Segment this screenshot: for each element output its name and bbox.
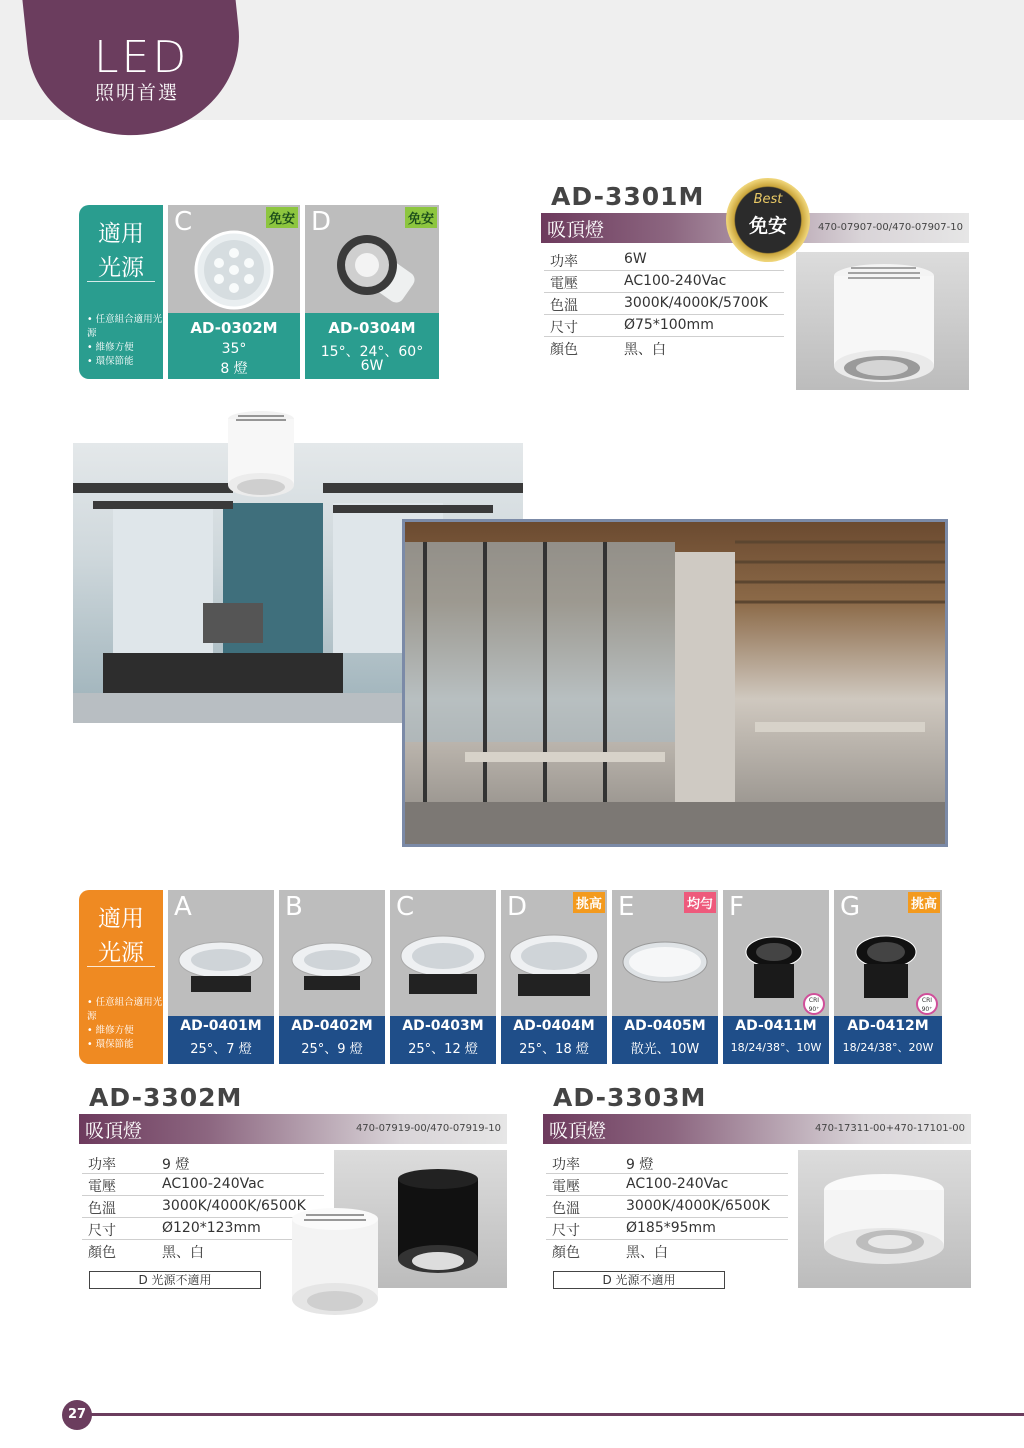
product-code: 470-07907-00/470-07907-10: [817, 222, 963, 233]
spec-value: Ø185*95mm: [626, 1220, 716, 1236]
card-model: AD-0401M: [180, 1018, 262, 1034]
office-scene-illustration: [405, 522, 945, 844]
card-letter: A: [174, 892, 192, 922]
divider: [87, 281, 155, 282]
card-spec: 15°、24°、60°: [320, 344, 424, 360]
source-bullets: [87, 996, 163, 1052]
spec-row: [544, 337, 784, 359]
card-model: AD-0402M: [291, 1018, 373, 1034]
spec-key: 電壓: [552, 1179, 580, 1195]
ar111-lamp-icon: [171, 936, 271, 1006]
downlight-illustration: [226, 411, 296, 499]
product-photo: [798, 1150, 971, 1288]
source-title-line1: 適用: [98, 906, 144, 932]
card-spec: 25°、18 燈: [519, 1042, 589, 1057]
spec-row: [546, 1152, 788, 1174]
badge-main: 免安: [748, 215, 787, 237]
spec-value: AC100-240Vac: [624, 273, 727, 289]
card-tag: 免安: [266, 207, 298, 228]
product-name: AD-3302M: [89, 1083, 243, 1112]
spec-key: 電壓: [550, 276, 578, 292]
source-title-line1: 適用: [98, 221, 144, 247]
cri-badge: CRI 90⁺: [916, 993, 938, 1015]
footer-line: [90, 1413, 1024, 1416]
source-card-g: [834, 890, 942, 1064]
spec-row: [82, 1240, 324, 1262]
card-tag: 挑高: [573, 892, 605, 913]
source-card-d: [501, 890, 607, 1064]
spec-key: 顏色: [550, 342, 578, 358]
spec-key: 功率: [550, 254, 578, 270]
source-panel-bottom: [79, 890, 163, 1064]
spec-key: 尺寸: [552, 1223, 580, 1239]
spec-key: 色溫: [550, 298, 578, 314]
spec-value: 黑、白: [162, 1245, 204, 1261]
bullet-item: • 任意組合適用光源: [87, 996, 163, 1024]
source-card-b: [279, 890, 385, 1064]
gu10-lamp-icon: [327, 225, 417, 315]
bullet-item: • 環保節能: [87, 1038, 163, 1052]
spec-row: [82, 1218, 324, 1240]
downlight-illustration: [798, 1150, 971, 1288]
note-box: D 光源不適用: [89, 1271, 261, 1289]
product-type-bar: [79, 1114, 507, 1144]
source-card-c: [168, 205, 300, 379]
bullet-item: • 維修方便: [87, 341, 163, 355]
spec-value: 3000K/4000K/6500K: [162, 1198, 306, 1214]
source-card-f: [723, 890, 829, 1064]
spec-row: [544, 293, 784, 315]
card-model: AD-0403M: [402, 1018, 484, 1034]
card-tag: 挑高: [908, 892, 940, 913]
spec-row: [544, 315, 784, 337]
spec-key: 色溫: [552, 1201, 580, 1217]
spec-value: 黑、白: [624, 342, 666, 358]
spec-row: [82, 1196, 324, 1218]
product-name: AD-3303M: [553, 1083, 707, 1112]
spec-row: [544, 271, 784, 293]
spec-value: AC100-240Vac: [162, 1176, 265, 1192]
product-code: 470-17311-00+470-17101-00: [814, 1123, 965, 1134]
spec-row: [546, 1240, 788, 1262]
cri-badge: CRI 90⁺: [803, 993, 825, 1015]
spec-row: [546, 1196, 788, 1218]
card-letter: E: [618, 892, 635, 922]
product-name: AD-3301M: [551, 182, 705, 211]
downlight-illustration: [290, 1165, 490, 1325]
logo-text: LED: [94, 32, 190, 83]
card-letter: F: [729, 892, 744, 922]
spec-value: AC100-240Vac: [626, 1176, 729, 1192]
spec-key: 尺寸: [88, 1223, 116, 1239]
card-spec: 25°、9 燈: [301, 1042, 363, 1057]
card-letter: D: [311, 207, 332, 237]
spec-value: 6W: [624, 251, 647, 267]
mr16-lamp-icon: [189, 225, 279, 315]
spec-key: 顏色: [88, 1245, 116, 1261]
card-letter: C: [174, 207, 193, 237]
card-model: AD-0411M: [735, 1018, 817, 1034]
spec-value: 9 燈: [162, 1157, 190, 1173]
card-spec: 6W: [360, 358, 384, 374]
spec-key: 色溫: [88, 1201, 116, 1217]
source-card-c: [390, 890, 496, 1064]
product-type: 吸頂燈: [547, 219, 605, 241]
card-letter: B: [285, 892, 303, 922]
card-letter: D: [507, 892, 528, 922]
product-type: 吸頂燈: [85, 1120, 143, 1142]
card-spec: 25°、12 燈: [408, 1042, 478, 1057]
logo-subtitle: 照明首選: [95, 82, 180, 104]
spec-key: 顏色: [552, 1245, 580, 1261]
card-spec: 18/24/38°、10W: [730, 1041, 822, 1054]
spec-value: 3000K/4000K/5700K: [624, 295, 768, 311]
card-tag: 免安: [405, 207, 437, 228]
page-number: 27: [62, 1400, 92, 1430]
card-tag: 均勻: [684, 892, 716, 913]
product-code: 470-07919-00/470-07919-10: [355, 1123, 501, 1134]
card-letter: G: [840, 892, 861, 922]
product-photo: [796, 252, 969, 390]
office-photo-2: [402, 519, 948, 847]
spec-key: 電壓: [88, 1179, 116, 1195]
spec-row: [82, 1152, 324, 1174]
card-spec: 18/24/38°、20W: [842, 1041, 934, 1054]
card-letter: C: [396, 892, 415, 922]
source-card-e: [612, 890, 718, 1064]
spec-value: 黑、白: [626, 1245, 668, 1261]
card-model: AD-0404M: [513, 1018, 595, 1034]
spec-value: Ø75*100mm: [624, 317, 714, 333]
bullet-item: • 任意組合適用光源: [87, 313, 163, 341]
note-box: D 光源不適用: [553, 1271, 725, 1289]
downlight-illustration: [796, 252, 969, 390]
card-spec: 8 燈: [220, 361, 248, 377]
ar111-lamp-icon: [393, 932, 493, 1008]
spec-row: [546, 1174, 788, 1196]
bullet-item: • 環保節能: [87, 355, 163, 369]
downlight-pair-render: [290, 1165, 490, 1325]
spec-row: [82, 1174, 324, 1196]
spec-value: Ø120*123mm: [162, 1220, 261, 1236]
source-panel-top: [79, 205, 163, 379]
card-spec: 35°: [221, 341, 247, 357]
product-type-bar: [543, 1114, 971, 1144]
source-title-line2: 光源: [98, 255, 144, 281]
spec-row: [546, 1218, 788, 1240]
spec-value: 3000K/4000K/6500K: [626, 1198, 770, 1214]
card-model: AD-0304M: [328, 319, 416, 337]
ar111-lamp-icon: [504, 932, 604, 1008]
card-spec: 散光、10W: [630, 1042, 700, 1057]
spec-row: [544, 249, 784, 271]
spec-key: 功率: [552, 1157, 580, 1173]
spec-value: 9 燈: [626, 1157, 654, 1173]
card-spec: 25°、7 燈: [190, 1042, 252, 1057]
card-model: AD-0302M: [190, 319, 278, 337]
source-bullets: [87, 313, 163, 369]
source-card-d: [305, 205, 439, 379]
source-title-line2: 光源: [98, 940, 144, 966]
source-card-a: [168, 890, 274, 1064]
divider: [87, 966, 155, 967]
downlight-render: [226, 411, 296, 499]
diffuse-lamp-icon: [615, 940, 715, 1000]
spec-key: 功率: [88, 1157, 116, 1173]
card-model: AD-0412M: [847, 1018, 929, 1034]
spec-key: 尺寸: [550, 320, 578, 336]
card-model: AD-0405M: [624, 1018, 706, 1034]
bullet-item: • 維修方便: [87, 1024, 163, 1038]
ar111-lamp-icon: [282, 936, 382, 1006]
product-type: 吸頂燈: [549, 1120, 607, 1142]
badge-label: Best: [753, 192, 783, 207]
